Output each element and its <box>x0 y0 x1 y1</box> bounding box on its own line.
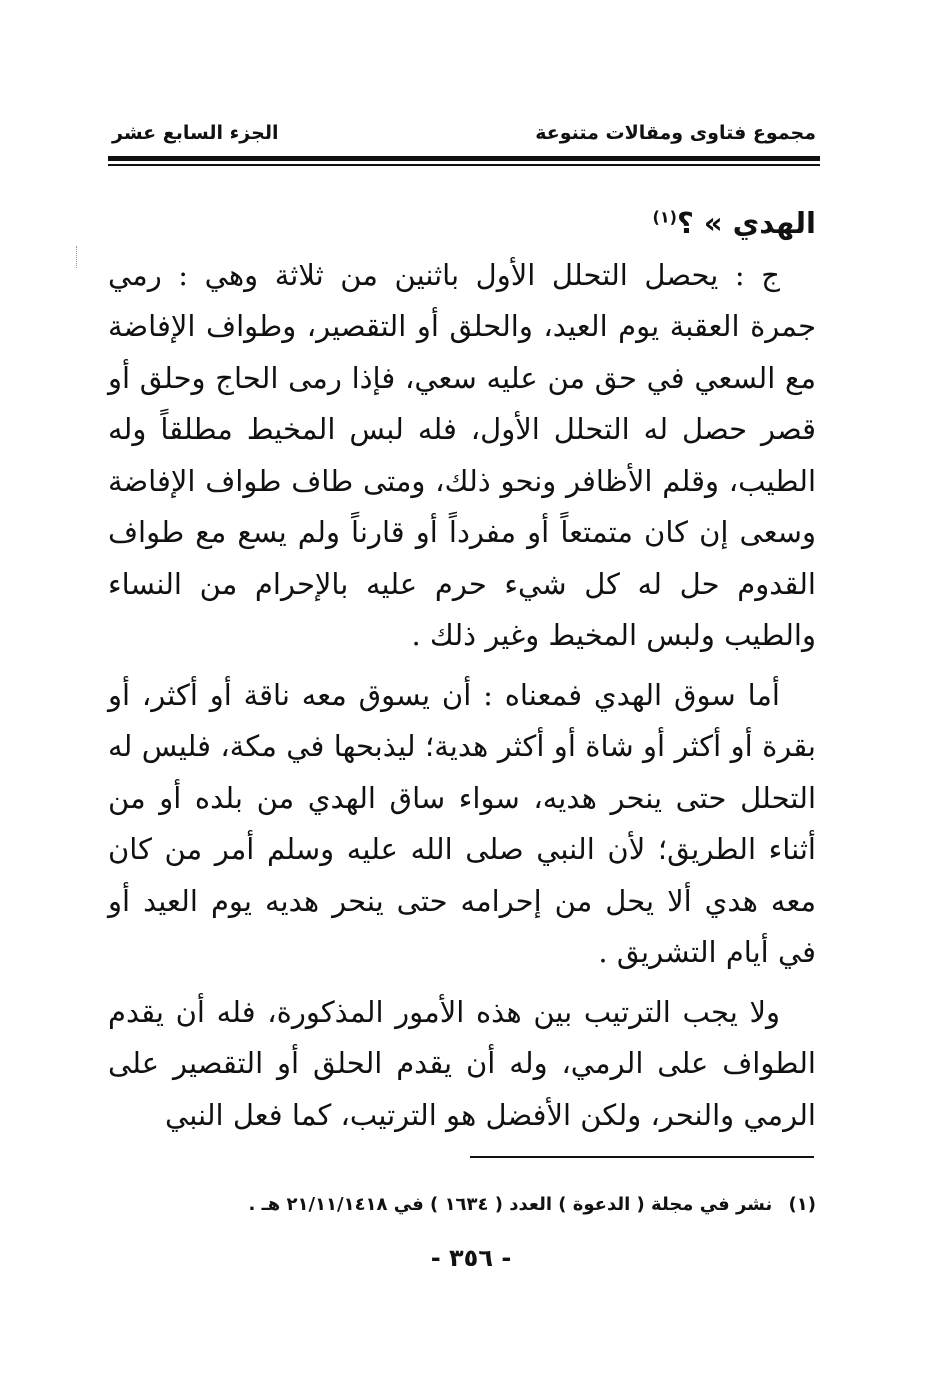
main-text <box>108 198 816 1149</box>
answer-paragraph: ج : يحصل التحلل الأول باثنين من ثلاثة وهي : رمي جمرة العقبة يوم العيد، والحلق أو التقصير، وطواف الإفاضة مع السعي في حق من عليه سعي، فإذا رمى الحاج وحلق أو قصر حصل له التحلل الأول، فله لبس المخيط مطلقاً وله الطيب، وقلم الأظافر ونحو ذلك، ومتى طاف طواف الإفاضة وسعى إن كان متمتعاً أو مفرداً أو قارناً ولم يسع مع طواف القدوم حل له كل شيء حرم عليه بالإحرام من النساء والطيب ولبس المخيط وغير ذلك . <box>108 257 816 652</box>
question-ending <box>108 198 816 250</box>
footnote-separator <box>470 1156 814 1158</box>
footnote <box>108 1192 816 1218</box>
footnote-text: نشر في مجلة ( الدعوة ) العدد ( ١٦٣٤ ) في ٢١/١١/١٤١٨ هـ . <box>248 1194 773 1215</box>
paragraph-3: ولا يجب الترتيب بين هذه الأمور المذكورة، فله أن يقدم الطواف على الرمي، وله أن يقدم الحلق أو التقصير على الرمي والنحر، ولكن الأفضل هو الترتيب، كما فعل النبي <box>108 994 816 1132</box>
header-rule-thin <box>108 164 820 166</box>
header-rule-thick <box>108 156 820 161</box>
page-number: - ٣٥٦ - <box>430 1244 512 1272</box>
scan-speck <box>76 246 79 268</box>
footnote-reference: (١) <box>652 207 677 227</box>
paragraph-2: أما سوق الهدي فمعناه : أن يسوق معه ناقة أو أكثر، أو بقرة أو أكثر أو شاة أو أكثر هدية؛ ليذبحها في مكة، فليس له التحلل حتى ينحر هديه، سواء ساق الهدي من بلده أو من أثناء الطريق؛ لأن النبي صلى الله عليه وسلم أمر من كان معه هدي ألا يحل من إحرامه حتى ينحر هديه يوم العيد أو في أيام التشريق . <box>108 677 816 969</box>
question-end-text: الهدي » ؟ <box>676 206 816 240</box>
header-volume: الجزء السابع عشر <box>112 122 279 144</box>
running-header <box>108 122 820 152</box>
header-book-title: مجموع فتاوى ومقالات متنوعة <box>535 122 816 144</box>
footnote-number: (١) <box>788 1194 816 1215</box>
